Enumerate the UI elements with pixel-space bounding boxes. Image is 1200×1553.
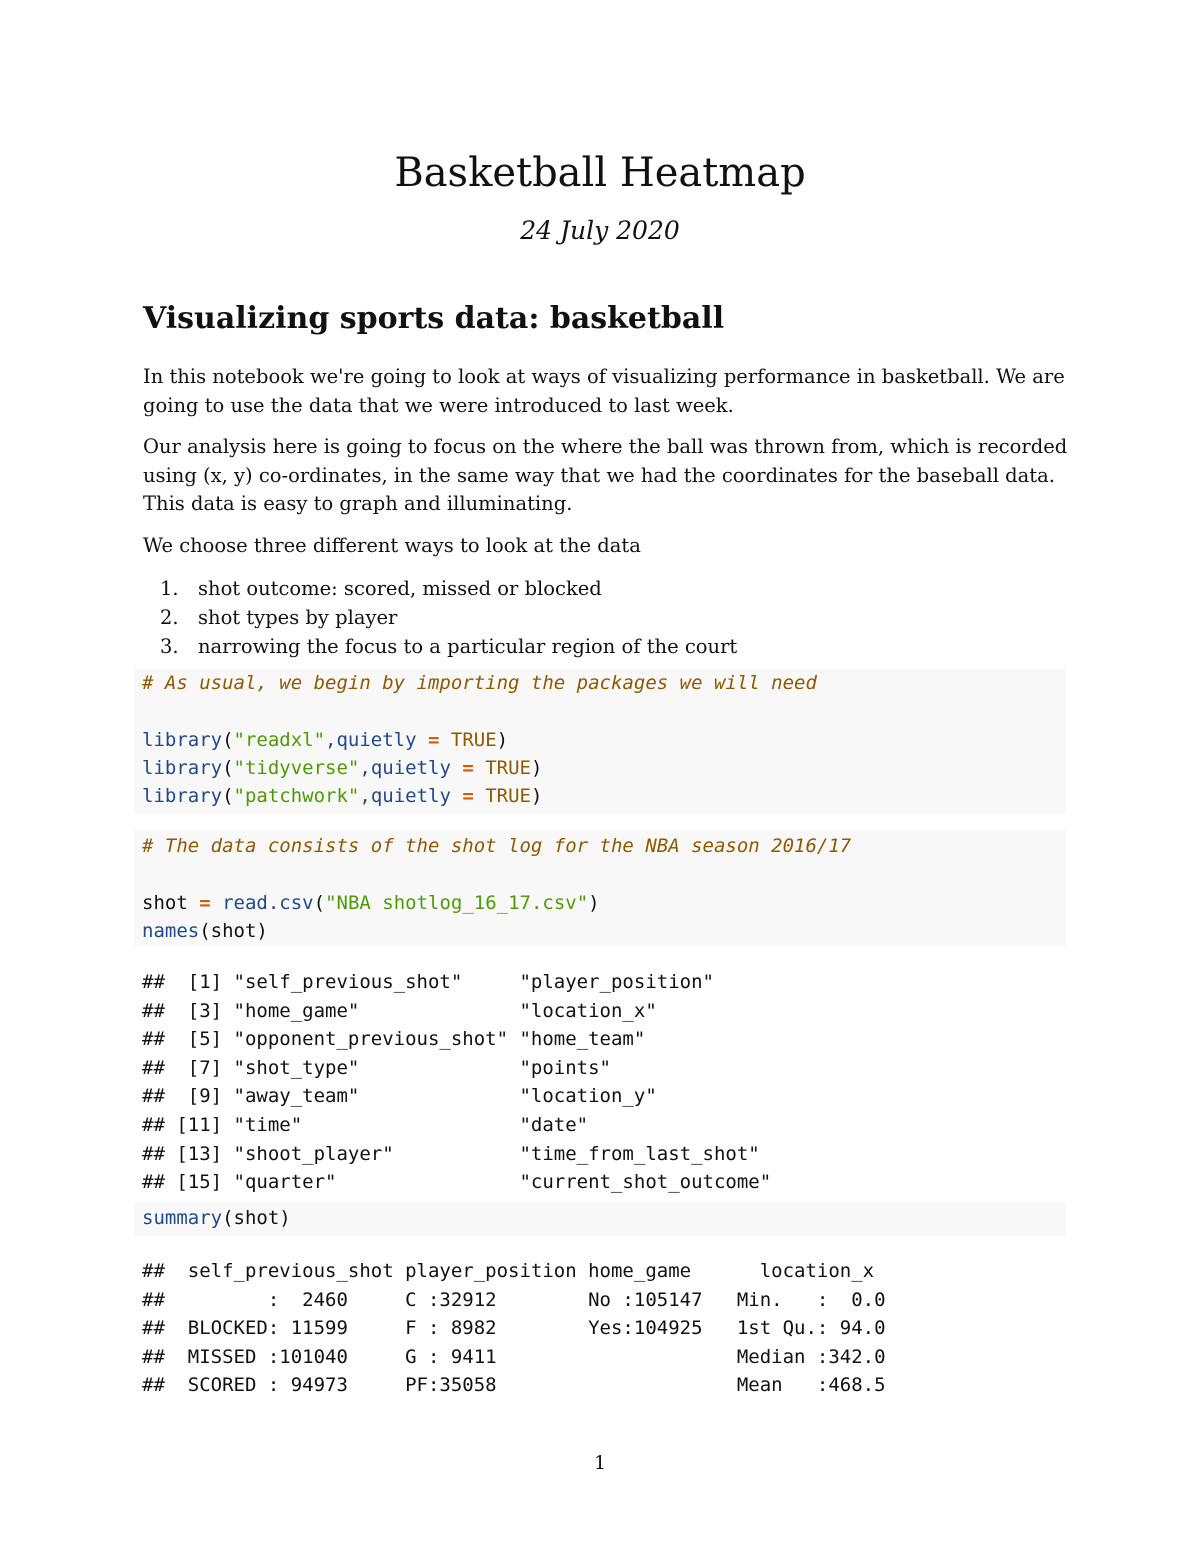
list-item-number: 2. bbox=[160, 606, 179, 629]
document-title: Basketball Heatmap bbox=[394, 150, 806, 196]
list-item bbox=[160, 574, 737, 603]
summary-output bbox=[142, 1257, 886, 1400]
code-line: library("tidyverse",quietly = TRUE) bbox=[142, 757, 543, 779]
code-block-summary bbox=[134, 1202, 1066, 1236]
list-item-text: shot types by player bbox=[198, 606, 398, 629]
code-line: summary(shot) bbox=[142, 1207, 291, 1229]
code-comment: # The data consists of the shot log for the NBA season 2016/17 bbox=[142, 835, 852, 857]
output-line: ## SCORED : 94973 PF:35058 Mean :468.5 bbox=[142, 1374, 886, 1397]
page-number: 1 bbox=[593, 1452, 607, 1474]
steps-list bbox=[160, 574, 737, 661]
output-line: ## : 2460 C :32912 No :105147 Min. : 0.0 bbox=[142, 1288, 886, 1311]
list-item-text: shot outcome: scored, missed or blocked bbox=[198, 577, 602, 600]
list-item-number: 3. bbox=[160, 635, 179, 658]
output-line: ## self_previous_shot player_position home_game location_x bbox=[142, 1260, 875, 1282]
output-line: ## [11] "time" "date" bbox=[142, 1113, 589, 1136]
list-item-number: 1. bbox=[160, 577, 179, 600]
output-line: ## [13] "shoot_player" "time_from_last_shot" bbox=[142, 1142, 760, 1165]
code-block-imports bbox=[134, 669, 1066, 814]
document-date: 24 July 2020 bbox=[520, 216, 680, 245]
code-line: library("patchwork",quietly = TRUE) bbox=[142, 785, 543, 807]
list-item-text: narrowing the focus to a particular region of the court bbox=[198, 635, 738, 658]
code-comment: # As usual, we begin by importing the packages we will need bbox=[142, 672, 817, 694]
output-line: ## [3] "home_game" "location_x" bbox=[142, 999, 657, 1022]
output-line: ## MISSED :101040 G : 9411 Median :342.0 bbox=[142, 1345, 886, 1368]
section-heading: Visualizing sports data: basketball bbox=[143, 301, 725, 336]
intro-paragraph: In this notebook we're going to look at ways of visualizing performance in basketball. We are going to use the data that we were introduced to last week. bbox=[143, 365, 1065, 417]
output-line: ## [15] "quarter" "current_shot_outcome" bbox=[142, 1171, 772, 1194]
names-output bbox=[142, 968, 771, 1197]
code-line: names(shot) bbox=[142, 920, 268, 942]
list-item bbox=[160, 603, 737, 632]
output-line: ## [7] "shot_type" "points" bbox=[142, 1056, 611, 1079]
analysis-paragraph: Our analysis here is going to focus on the where the ball was thrown from, which is recorded using (x, y) co-ordinates, in the same way that we had the coordinates for the baseball data. This data is easy to graph and illuminating. bbox=[143, 435, 1068, 515]
output-line: ## [5] "opponent_previous_shot" "home_team" bbox=[142, 1028, 646, 1051]
output-line: ## [1] "self_previous_shot" "player_position" bbox=[142, 971, 714, 993]
code-line: library("readxl",quietly = TRUE) bbox=[142, 729, 509, 751]
code-block-read-data bbox=[134, 830, 1066, 946]
approach-paragraph: We choose three different ways to look at the data bbox=[143, 534, 641, 557]
list-item bbox=[160, 632, 737, 661]
output-line: ## [9] "away_team" "location_y" bbox=[142, 1085, 657, 1108]
code-line: shot = read.csv("NBA shotlog_16_17.csv") bbox=[142, 892, 600, 914]
output-line: ## BLOCKED: 11599 F : 8982 Yes:104925 1st Qu.: 94.0 bbox=[142, 1317, 886, 1340]
